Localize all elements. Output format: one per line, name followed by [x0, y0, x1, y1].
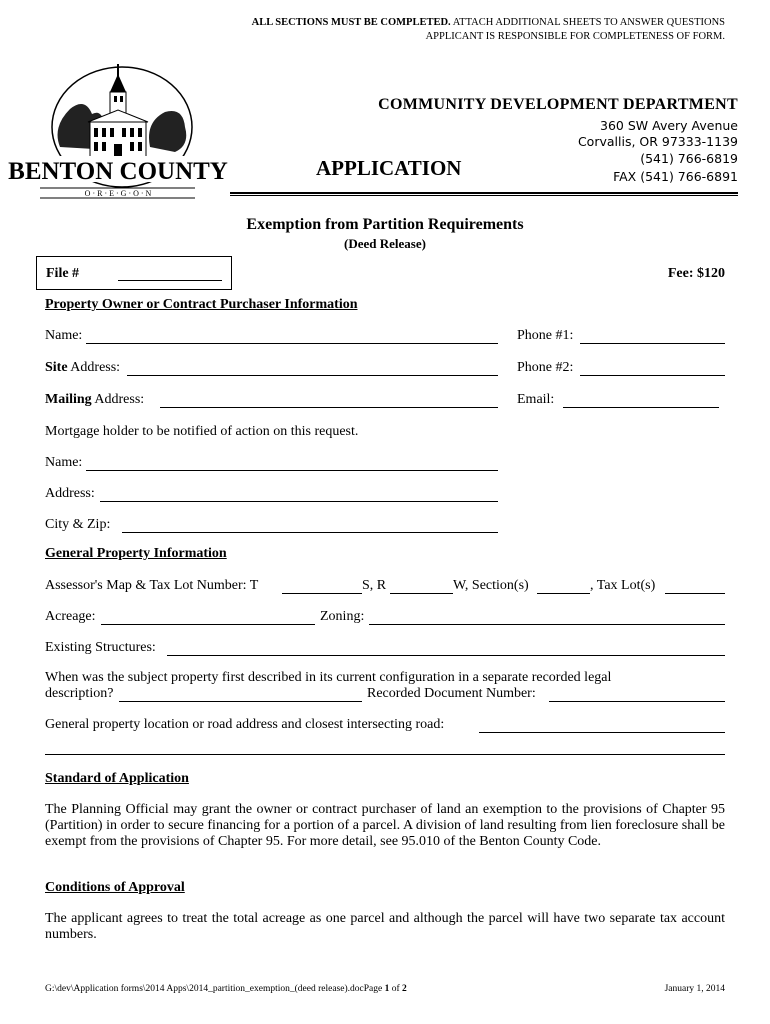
notice-line2: APPLICANT IS RESPONSIBLE FOR COMPLETENESS OF FORM. [425, 31, 725, 42]
mortgage-address-field[interactable] [100, 501, 498, 502]
header-rule-thin [230, 195, 738, 196]
notice-rest: ATTACH ADDITIONAL SHEETS TO ANSWER QUESTIONS [450, 17, 725, 28]
email-label: Email: [517, 392, 555, 407]
existing-structures-field[interactable] [167, 655, 725, 656]
site-address-field[interactable] [127, 375, 498, 376]
location-label: General property location or road address and closest intersecting road: [45, 717, 445, 732]
header-rule [230, 192, 738, 194]
notice-bold: ALL SECTIONS MUST BE COMPLETED. [251, 17, 451, 28]
mortgage-intro: Mortgage holder to be notified of action on this request. [45, 424, 359, 439]
fee-label: Fee: $120 [667, 266, 725, 281]
mailing-address-field[interactable] [160, 407, 498, 408]
w-section-label: W, Section(s) [453, 578, 529, 593]
footer-page-total: 2 [401, 984, 407, 994]
logo-state: O · R · E · G · O · N [84, 189, 152, 198]
conditions-section-heading: Conditions of Approval [45, 880, 185, 895]
footer-date: January 1, 2014 [664, 984, 725, 994]
site-address-label [45, 360, 120, 376]
zoning-field[interactable] [369, 624, 725, 625]
location-field-2[interactable] [45, 754, 725, 755]
benton-county-logo [8, 52, 228, 202]
section-field[interactable] [537, 593, 590, 594]
mailing-bold: Mailing [45, 392, 92, 407]
footer-page-prefix: Page [363, 984, 385, 994]
phone2-label: Phone #2: [517, 360, 574, 375]
when-question-line1: When was the subject property first described in its current configuration in a separate recorded legal [45, 670, 612, 685]
mortgage-name-label: Name: [45, 455, 83, 470]
when-question-line2: description? [45, 686, 114, 701]
department-street: 360 SW Avery Avenue [600, 118, 738, 133]
phone2-field[interactable] [580, 375, 725, 376]
recorded-doc-label: Recorded Document Number: [367, 686, 536, 701]
department-city: Corvallis, OR 97333-1139 [577, 134, 738, 149]
sr-label: S, R [362, 578, 387, 593]
description-date-field[interactable] [119, 701, 362, 702]
application-title: APPLICATION [316, 156, 462, 180]
mortgage-cityzip-label: City & Zip: [45, 517, 111, 532]
department-phone: (541) 766-6819 [640, 151, 738, 166]
department-name: COMMUNITY DEVELOPMENT DEPARTMENT [378, 96, 738, 113]
form-subtitle: (Deed Release) [344, 236, 426, 251]
phone1-field[interactable] [580, 343, 725, 344]
map-label: Assessor's Map & Tax Lot Number: T [45, 578, 259, 593]
department-fax: FAX (541) 766-6891 [613, 169, 738, 184]
footer-path [45, 984, 407, 994]
form-title: Exemption from Partition Requirements [246, 216, 524, 233]
mortgage-address-label: Address: [45, 486, 95, 501]
acreage-label: Acreage: [45, 609, 96, 624]
owner-name-field[interactable] [86, 343, 498, 344]
general-section-heading: General Property Information [45, 546, 227, 561]
acreage-field[interactable] [101, 624, 315, 625]
recorded-doc-field[interactable] [549, 701, 725, 702]
standard-text: The Planning Official may grant the owner or contract purchaser of land an exemption to the provisions of Chapter 95 (Partition) in order to secure financing for a portion of a parcel. A division of land resulting from lien foreclosure shall be exempt from the provisions of Chapter 95. For more detail, see 95.010 of the Benton County Code. [45, 802, 725, 849]
mortgage-cityzip-field[interactable] [122, 532, 498, 533]
zoning-label: Zoning: [320, 609, 365, 624]
email-field[interactable] [563, 407, 719, 408]
standard-section-heading: Standard of Application [45, 771, 189, 786]
township-field[interactable] [282, 593, 362, 594]
tax-lot-field[interactable] [665, 593, 725, 594]
mortgage-name-field[interactable] [86, 470, 498, 471]
range-field[interactable] [390, 593, 453, 594]
site-bold: Site [45, 360, 68, 375]
owner-section-heading: Property Owner or Contract Purchaser Information [45, 297, 358, 312]
tax-lot-label: , Tax Lot(s) [590, 578, 656, 593]
form-notice [252, 16, 725, 44]
footer-file: G:\dev\Application forms\2014 Apps\2014_partition_exemption_(deed release).doc [45, 984, 364, 994]
phone1-label: Phone #1: [517, 328, 574, 343]
owner-name-label: Name: [45, 328, 83, 343]
existing-structures-label: Existing Structures: [45, 640, 156, 655]
mailing-rest: Address: [91, 392, 145, 407]
location-field[interactable] [479, 732, 725, 733]
footer-page-num: 1 [384, 984, 390, 994]
site-rest: Address: [67, 360, 121, 375]
conditions-text: The applicant agrees to treat the total acreage as one parcel and although the parcel will have two separate tax account numbers. [45, 911, 725, 942]
logo-name: BENTON COUNTY [8, 158, 228, 185]
footer-page-mid: of [389, 984, 402, 994]
courthouse-logo-icon [8, 52, 228, 202]
mailing-address-label [45, 392, 144, 408]
file-number-label: File # [46, 266, 80, 281]
file-number-field[interactable] [118, 280, 222, 281]
